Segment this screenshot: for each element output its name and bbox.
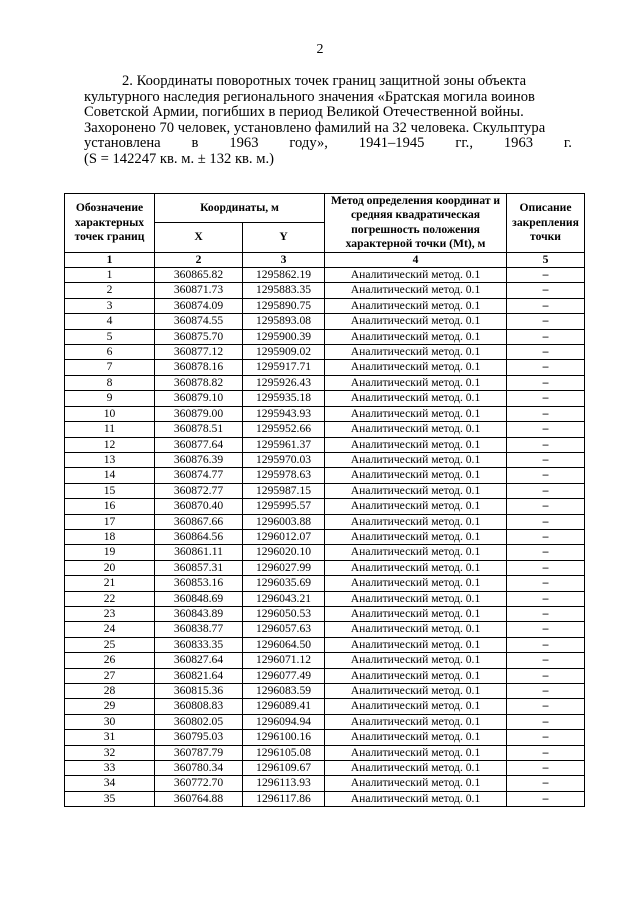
table-row (65, 360, 585, 375)
y-coordinate-cell: 1296027.99 (243, 560, 325, 575)
y-coordinate-cell: 1295893.08 (243, 314, 325, 329)
y-coordinate-cell: 1296113.93 (243, 776, 325, 791)
x-coordinate-cell: 360848.69 (155, 591, 243, 606)
table-row (65, 699, 585, 714)
point-id-cell: 21 (65, 576, 155, 591)
table-row (65, 745, 585, 760)
x-coordinate-cell: 360853.16 (155, 576, 243, 591)
method-cell: Аналитический метод. 0.1 (325, 591, 507, 606)
description-cell: – (507, 622, 585, 637)
x-coordinate-cell: 360857.31 (155, 560, 243, 575)
method-cell: Аналитический метод. 0.1 (325, 422, 507, 437)
table-row (65, 606, 585, 621)
x-coordinate-cell: 360861.11 (155, 545, 243, 560)
description-cell: – (507, 606, 585, 621)
x-coordinate-cell: 360879.10 (155, 391, 243, 406)
description-cell: – (507, 268, 585, 283)
description-cell: – (507, 437, 585, 452)
method-cell: Аналитический метод. 0.1 (325, 529, 507, 544)
method-cell: Аналитический метод. 0.1 (325, 545, 507, 560)
method-cell: Аналитический метод. 0.1 (325, 668, 507, 683)
description-cell: – (507, 329, 585, 344)
point-id-cell: 2 (65, 283, 155, 298)
method-cell: Аналитический метод. 0.1 (325, 606, 507, 621)
method-cell: Аналитический метод. 0.1 (325, 560, 507, 575)
point-id-cell: 26 (65, 653, 155, 668)
x-coordinate-cell: 360843.89 (155, 606, 243, 621)
method-cell: Аналитический метод. 0.1 (325, 406, 507, 421)
header-point-designation: Обозначение характерных точек границ (65, 194, 155, 253)
point-id-cell: 34 (65, 776, 155, 791)
method-cell: Аналитический метод. 0.1 (325, 791, 507, 806)
method-cell: Аналитический метод. 0.1 (325, 483, 507, 498)
point-id-cell: 11 (65, 422, 155, 437)
point-id-cell: 13 (65, 452, 155, 467)
y-coordinate-cell: 1295909.02 (243, 345, 325, 360)
x-coordinate-cell: 360833.35 (155, 637, 243, 652)
paragraph-word: гг., (455, 135, 473, 152)
method-cell: Аналитический метод. 0.1 (325, 514, 507, 529)
description-cell: – (507, 699, 585, 714)
x-coordinate-cell: 360838.77 (155, 622, 243, 637)
y-coordinate-cell: 1296083.59 (243, 684, 325, 699)
point-id-cell: 12 (65, 437, 155, 452)
description-cell: – (507, 298, 585, 313)
point-id-cell: 15 (65, 483, 155, 498)
description-cell: – (507, 468, 585, 483)
y-coordinate-cell: 1295890.75 (243, 298, 325, 313)
y-coordinate-cell: 1296012.07 (243, 529, 325, 544)
description-cell: – (507, 345, 585, 360)
paragraph-word: 1963 (503, 135, 534, 152)
table-row (65, 576, 585, 591)
table-row (65, 298, 585, 313)
point-id-cell: 32 (65, 745, 155, 760)
y-coordinate-cell: 1296003.88 (243, 514, 325, 529)
x-coordinate-cell: 360772.70 (155, 776, 243, 791)
point-id-cell: 10 (65, 406, 155, 421)
paragraph-word: г. (563, 135, 572, 152)
table-row (65, 468, 585, 483)
description-cell: – (507, 668, 585, 683)
method-cell: Аналитический метод. 0.1 (325, 437, 507, 452)
method-cell: Аналитический метод. 0.1 (325, 375, 507, 390)
coordinates-table-body (65, 268, 585, 807)
table-row (65, 637, 585, 652)
x-coordinate-cell: 360870.40 (155, 499, 243, 514)
point-id-cell: 35 (65, 791, 155, 806)
x-coordinate-cell: 360877.64 (155, 437, 243, 452)
description-cell: – (507, 730, 585, 745)
point-id-cell: 30 (65, 714, 155, 729)
description-cell: – (507, 776, 585, 791)
y-coordinate-cell: 1295970.03 (243, 452, 325, 467)
table-row (65, 668, 585, 683)
method-cell: Аналитический метод. 0.1 (325, 452, 507, 467)
coordinates-table (64, 193, 585, 807)
x-coordinate-cell: 360875.70 (155, 329, 243, 344)
table-row (65, 514, 585, 529)
paragraph-line: (S = 142247 кв. м. ± 132 кв. м.) (84, 150, 274, 167)
x-coordinate-cell: 360821.64 (155, 668, 243, 683)
description-cell: – (507, 314, 585, 329)
description-cell: – (507, 422, 585, 437)
description-cell: – (507, 514, 585, 529)
y-coordinate-cell: 1296020.10 (243, 545, 325, 560)
table-row (65, 268, 585, 283)
point-id-cell: 24 (65, 622, 155, 637)
table-row (65, 622, 585, 637)
x-coordinate-cell: 360827.64 (155, 653, 243, 668)
y-coordinate-cell: 1295995.57 (243, 499, 325, 514)
description-cell: – (507, 483, 585, 498)
table-row (65, 406, 585, 421)
table-row (65, 791, 585, 806)
y-coordinate-cell: 1295935.18 (243, 391, 325, 406)
point-id-cell: 29 (65, 699, 155, 714)
point-id-cell: 5 (65, 329, 155, 344)
description-cell: – (507, 391, 585, 406)
description-cell: – (507, 591, 585, 606)
point-id-cell: 16 (65, 499, 155, 514)
method-cell: Аналитический метод. 0.1 (325, 360, 507, 375)
paragraph-line: Захоронено 70 человек, установлено фамилий на 32 человека. Скульптура (84, 119, 546, 136)
description-cell: – (507, 283, 585, 298)
description-cell: – (507, 560, 585, 575)
table-row (65, 391, 585, 406)
method-cell: Аналитический метод. 0.1 (325, 714, 507, 729)
description-cell: – (507, 714, 585, 729)
table-row (65, 529, 585, 544)
x-coordinate-cell: 360764.88 (155, 791, 243, 806)
x-coordinate-cell: 360871.73 (155, 283, 243, 298)
point-id-cell: 33 (65, 761, 155, 776)
y-coordinate-cell: 1295862.19 (243, 268, 325, 283)
table-row (65, 560, 585, 575)
point-id-cell: 8 (65, 375, 155, 390)
point-id-cell: 7 (65, 360, 155, 375)
description-cell: – (507, 761, 585, 776)
description-cell: – (507, 684, 585, 699)
x-coordinate-cell: 360877.12 (155, 345, 243, 360)
point-id-cell: 28 (65, 684, 155, 699)
y-coordinate-cell: 1295926.43 (243, 375, 325, 390)
y-coordinate-cell: 1296105.08 (243, 745, 325, 760)
table-row (65, 684, 585, 699)
method-cell: Аналитический метод. 0.1 (325, 776, 507, 791)
paragraph-word: 1941–1945 (358, 135, 425, 152)
description-cell: – (507, 499, 585, 514)
paragraph-word: в (191, 135, 199, 152)
paragraph-line: Советской Армии, погибших в период Великой Отечественной войны. (84, 104, 524, 121)
method-cell: Аналитический метод. 0.1 (325, 761, 507, 776)
paragraph-word: году», (289, 135, 328, 152)
y-coordinate-cell: 1295917.71 (243, 360, 325, 375)
point-id-cell: 19 (65, 545, 155, 560)
table-row (65, 329, 585, 344)
method-cell: Аналитический метод. 0.1 (325, 576, 507, 591)
y-coordinate-cell: 1295978.63 (243, 468, 325, 483)
header-x: X (155, 223, 243, 252)
y-coordinate-cell: 1296057.63 (243, 622, 325, 637)
method-cell: Аналитический метод. 0.1 (325, 730, 507, 745)
y-coordinate-cell: 1295952.66 (243, 422, 325, 437)
x-coordinate-cell: 360865.82 (155, 268, 243, 283)
x-coordinate-cell: 360864.56 (155, 529, 243, 544)
y-coordinate-cell: 1295987.15 (243, 483, 325, 498)
x-coordinate-cell: 360867.66 (155, 514, 243, 529)
method-cell: Аналитический метод. 0.1 (325, 345, 507, 360)
table-row (65, 422, 585, 437)
y-coordinate-cell: 1296035.69 (243, 576, 325, 591)
y-coordinate-cell: 1295900.39 (243, 329, 325, 344)
y-coordinate-cell: 1296077.49 (243, 668, 325, 683)
method-cell: Аналитический метод. 0.1 (325, 314, 507, 329)
description-cell: – (507, 637, 585, 652)
y-coordinate-cell: 1296109.67 (243, 761, 325, 776)
description-cell: – (507, 452, 585, 467)
table-row (65, 761, 585, 776)
x-coordinate-cell: 360876.39 (155, 452, 243, 467)
x-coordinate-cell: 360808.83 (155, 699, 243, 714)
method-cell: Аналитический метод. 0.1 (325, 283, 507, 298)
x-coordinate-cell: 360787.79 (155, 745, 243, 760)
method-cell: Аналитический метод. 0.1 (325, 622, 507, 637)
method-cell: Аналитический метод. 0.1 (325, 699, 507, 714)
description-cell: – (507, 653, 585, 668)
table-row (65, 545, 585, 560)
x-coordinate-cell: 360874.55 (155, 314, 243, 329)
column-number: 5 (507, 252, 585, 267)
table-row (65, 283, 585, 298)
paragraph-line-justified (84, 136, 572, 152)
description-cell: – (507, 576, 585, 591)
column-number: 4 (325, 252, 507, 267)
table-row (65, 776, 585, 791)
page-number: 2 (316, 42, 324, 57)
method-cell: Аналитический метод. 0.1 (325, 391, 507, 406)
x-coordinate-cell: 360878.51 (155, 422, 243, 437)
x-coordinate-cell: 360780.34 (155, 761, 243, 776)
description-cell: – (507, 791, 585, 806)
point-id-cell: 31 (65, 730, 155, 745)
x-coordinate-cell: 360802.05 (155, 714, 243, 729)
point-id-cell: 23 (65, 606, 155, 621)
description-cell: – (507, 360, 585, 375)
x-coordinate-cell: 360815.36 (155, 684, 243, 699)
point-id-cell: 6 (65, 345, 155, 360)
table-row (65, 375, 585, 390)
header-description: Описание закрепления точки (507, 194, 585, 253)
description-cell: – (507, 406, 585, 421)
point-id-cell: 17 (65, 514, 155, 529)
y-coordinate-cell: 1296089.41 (243, 699, 325, 714)
description-cell: – (507, 375, 585, 390)
method-cell: Аналитический метод. 0.1 (325, 329, 507, 344)
table-row (65, 452, 585, 467)
table-row (65, 653, 585, 668)
paragraph-line: культурного наследия регионального значения «Братская могила воинов (84, 88, 535, 105)
description-cell: – (507, 545, 585, 560)
paragraph-line: 2. Координаты поворотных точек границ защитной зоны объекта (122, 73, 527, 89)
point-id-cell: 3 (65, 298, 155, 313)
description-cell: – (507, 745, 585, 760)
method-cell: Аналитический метод. 0.1 (325, 468, 507, 483)
x-coordinate-cell: 360872.77 (155, 483, 243, 498)
table-row (65, 437, 585, 452)
table-row (65, 483, 585, 498)
point-id-cell: 22 (65, 591, 155, 606)
paragraph-word: 1963 (229, 135, 259, 152)
header-y: Y (243, 223, 325, 252)
point-id-cell: 9 (65, 391, 155, 406)
table-row (65, 345, 585, 360)
x-coordinate-cell: 360874.09 (155, 298, 243, 313)
header-method: Метод определения координат и средняя квадратическая погрешность положения характерной точки (Mt), м (325, 194, 507, 253)
y-coordinate-cell: 1295883.35 (243, 283, 325, 298)
point-id-cell: 4 (65, 314, 155, 329)
column-number: 1 (65, 252, 155, 267)
y-coordinate-cell: 1296094.94 (243, 714, 325, 729)
y-coordinate-cell: 1296050.53 (243, 606, 325, 621)
method-cell: Аналитический метод. 0.1 (325, 499, 507, 514)
description-cell: – (507, 529, 585, 544)
table-row (65, 730, 585, 745)
point-id-cell: 20 (65, 560, 155, 575)
table-row (65, 714, 585, 729)
table-row (65, 591, 585, 606)
x-coordinate-cell: 360795.03 (155, 730, 243, 745)
table-row (65, 314, 585, 329)
point-id-cell: 25 (65, 637, 155, 652)
column-number: 2 (155, 252, 243, 267)
point-id-cell: 14 (65, 468, 155, 483)
x-coordinate-cell: 360879.00 (155, 406, 243, 421)
table-row (65, 499, 585, 514)
y-coordinate-cell: 1296043.21 (243, 591, 325, 606)
x-coordinate-cell: 360874.77 (155, 468, 243, 483)
point-id-cell: 18 (65, 529, 155, 544)
y-coordinate-cell: 1296100.16 (243, 730, 325, 745)
paragraph-word: установлена (84, 135, 161, 152)
y-coordinate-cell: 1296064.50 (243, 637, 325, 652)
y-coordinate-cell: 1295961.37 (243, 437, 325, 452)
method-cell: Аналитический метод. 0.1 (325, 298, 507, 313)
x-coordinate-cell: 360878.16 (155, 360, 243, 375)
method-cell: Аналитический метод. 0.1 (325, 637, 507, 652)
method-cell: Аналитический метод. 0.1 (325, 684, 507, 699)
section-paragraph (84, 74, 572, 168)
y-coordinate-cell: 1296071.12 (243, 653, 325, 668)
point-id-cell: 1 (65, 268, 155, 283)
x-coordinate-cell: 360878.82 (155, 375, 243, 390)
method-cell: Аналитический метод. 0.1 (325, 268, 507, 283)
y-coordinate-cell: 1295943.93 (243, 406, 325, 421)
point-id-cell: 27 (65, 668, 155, 683)
header-coordinates: Координаты, м (155, 194, 325, 223)
method-cell: Аналитический метод. 0.1 (325, 653, 507, 668)
column-number: 3 (243, 252, 325, 267)
y-coordinate-cell: 1296117.86 (243, 791, 325, 806)
method-cell: Аналитический метод. 0.1 (325, 745, 507, 760)
